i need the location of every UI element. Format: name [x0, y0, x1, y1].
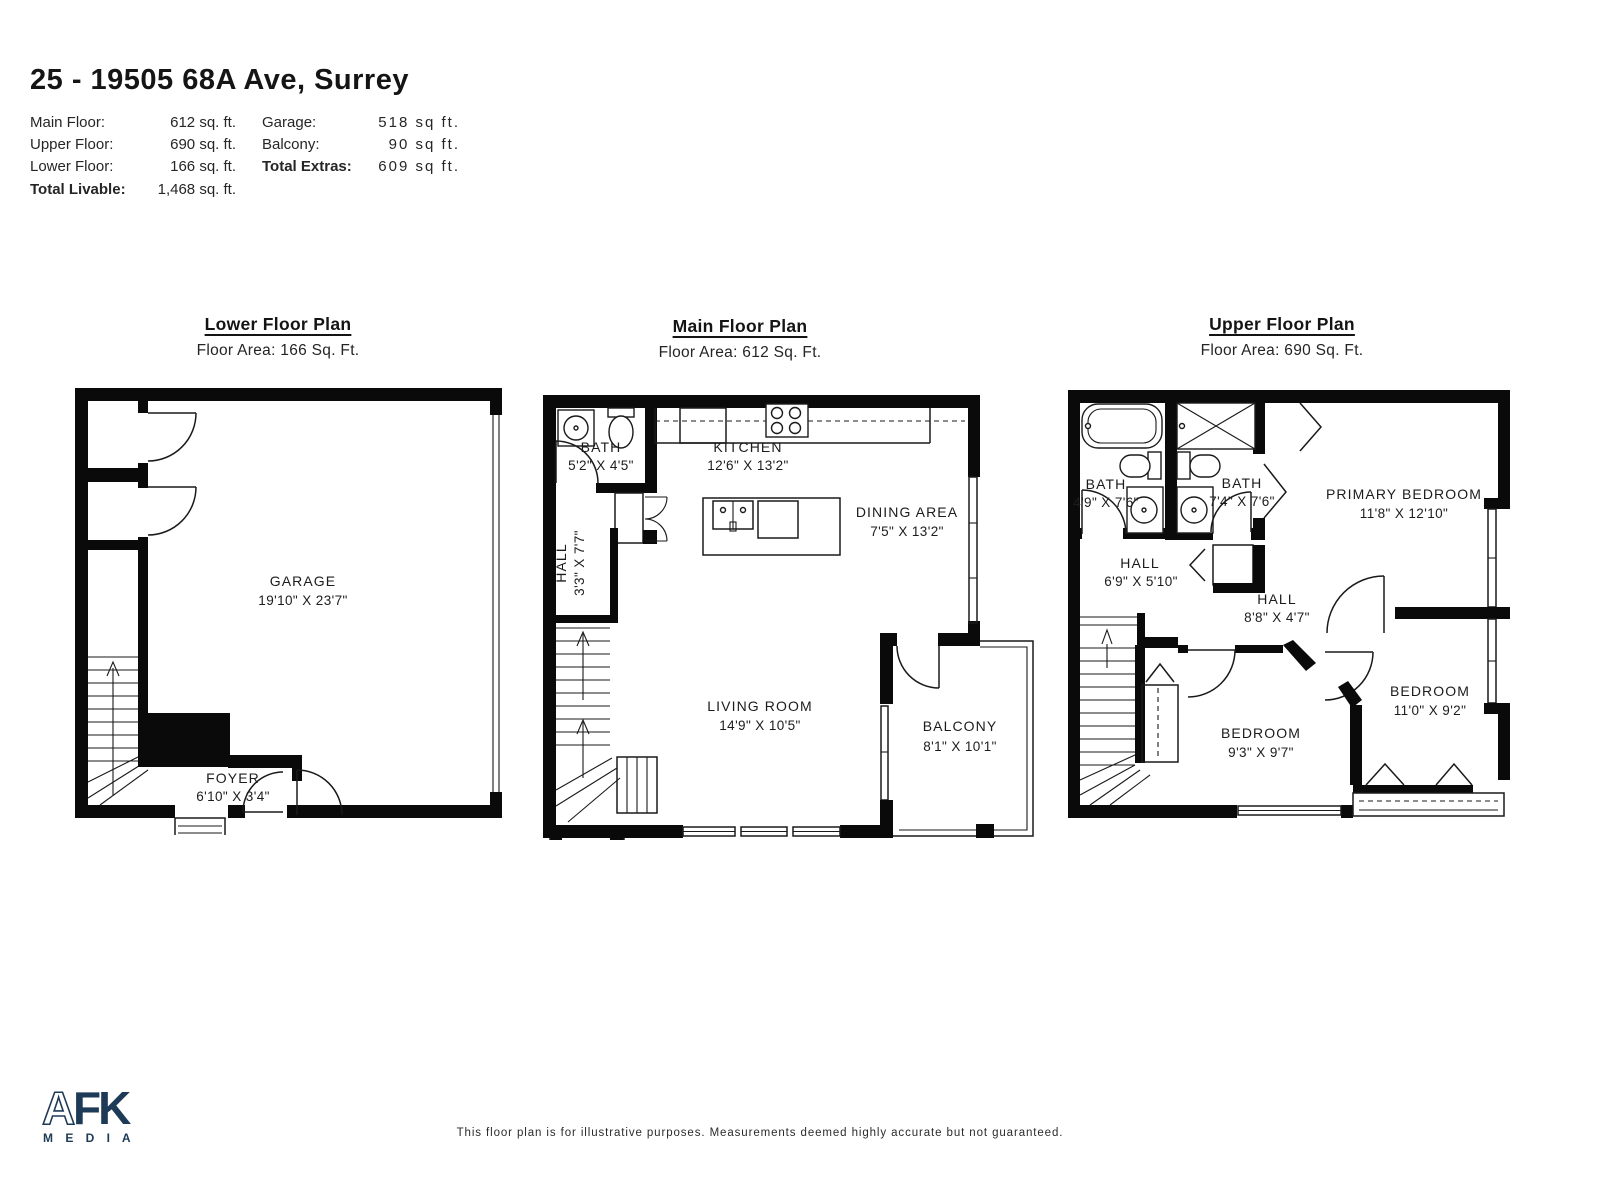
- stat-upper-floor: [30, 134, 236, 156]
- upper-floor-drawing: [1040, 375, 1510, 835]
- room-label-dining: DINING AREA: [855, 504, 959, 520]
- room-label-bedroom2: BEDROOM: [1389, 683, 1471, 699]
- stat-value: 690 sq. ft.: [170, 136, 236, 153]
- stat-label: Lower Floor:: [30, 158, 114, 175]
- room-dims-hall1: 6'9" X 5'10": [1104, 574, 1178, 589]
- afk-media-logo: [42, 1080, 162, 1155]
- disclaimer-text: This floor plan is for illustrative purposes. Measurements deemed highly accurate but not guaranteed.: [456, 1127, 1064, 1139]
- room-label-hall: HALL: [553, 543, 569, 583]
- room-label-primary-bedroom: PRIMARY BEDROOM: [1325, 486, 1483, 502]
- room-dims-bath: 5'2" X 4'5": [568, 458, 634, 473]
- stat-garage: [262, 112, 460, 134]
- main-floor-title: Main Floor Plan: [672, 316, 808, 336]
- lower-floor-title-block: [197, 314, 360, 360]
- logo-media-text: M E D I A: [43, 1131, 136, 1145]
- afk-media-logo-graphic: [42, 1080, 162, 1150]
- room-label-foyer: FOYER: [206, 770, 260, 786]
- room-dims-hall: 3'3" X 7'7": [572, 530, 587, 596]
- room-dims-hall2: 8'8" X 4'7": [1244, 610, 1310, 625]
- room-dims-balcony: 8'1" X 10'1": [923, 739, 997, 754]
- logo-letters-fk: FK: [73, 1082, 129, 1134]
- stat-label: Total Extras:: [262, 158, 352, 175]
- stat-total-livable: [30, 179, 236, 201]
- room-dims-garage: 19'10" X 23'7": [258, 593, 348, 608]
- stat-value: 518 sq ft.: [378, 114, 460, 131]
- stat-label: Garage:: [262, 114, 317, 131]
- room-dims-bath1: 4'9" X 7'6": [1073, 495, 1139, 510]
- stat-value: 612 sq. ft.: [170, 114, 236, 131]
- room-label-living: LIVING ROOM: [707, 698, 813, 714]
- upper-floor-subtitle: Floor Area: 690 Sq. Ft.: [1200, 342, 1364, 359]
- room-dims-primary-bedroom: 11'8" X 12'10": [1359, 506, 1449, 521]
- logo-letter-a: A: [42, 1082, 76, 1134]
- room-dims-living: 14'9" X 10'5": [719, 718, 801, 733]
- room-label-bath: BATH: [580, 439, 622, 455]
- stat-label: Balcony:: [262, 136, 320, 153]
- room-dims-bedroom1: 9'3" X 9'7": [1228, 745, 1294, 760]
- stat-label: Upper Floor:: [30, 136, 114, 153]
- room-label-kitchen: KITCHEN: [713, 439, 783, 455]
- lower-floor-drawing: [60, 375, 520, 835]
- stat-value: 90 sq ft.: [388, 136, 460, 153]
- stat-value: 166 sq. ft.: [170, 158, 236, 175]
- room-dims-bedroom2: 11'0" X 9'2": [1393, 703, 1467, 718]
- main-floor-title-block: [659, 316, 822, 362]
- room-dims-foyer: 6'10" X 3'4": [196, 789, 270, 804]
- room-label-garage: GARAGE: [269, 573, 337, 589]
- lower-floor-subtitle: Floor Area: 166 Sq. Ft.: [196, 342, 360, 359]
- room-dims-dining: 7'5" X 13'2": [870, 524, 944, 539]
- upper-floor-title: Upper Floor Plan: [1209, 314, 1355, 334]
- room-label-hall2: HALL: [1257, 591, 1297, 607]
- room-label-balcony: BALCONY: [922, 718, 998, 734]
- main-floor-subtitle: Floor Area: 612 Sq. Ft.: [658, 344, 822, 361]
- page-title: 25 - 19505 68A Ave, Surrey: [30, 64, 409, 96]
- stat-main-floor: [30, 112, 236, 134]
- stat-value: 1,468 sq. ft.: [157, 181, 236, 198]
- room-label-bedroom1: BEDROOM: [1220, 725, 1302, 741]
- stat-label: Main Floor:: [30, 114, 106, 131]
- room-label-bath2: BATH: [1221, 475, 1263, 491]
- lower-floor-title: Lower Floor Plan: [204, 314, 352, 334]
- stat-balcony: [262, 134, 460, 156]
- room-dims-bath2: 7'4" X 7'6": [1209, 494, 1275, 509]
- stat-label: Total Livable:: [30, 181, 126, 198]
- upper-floor-title-block: [1201, 314, 1364, 360]
- room-label-bath1: BATH: [1085, 476, 1127, 492]
- stat-total-extras: [262, 156, 460, 178]
- room-dims-kitchen: 12'6" X 13'2": [707, 458, 789, 473]
- stat-value: 609 sq ft.: [378, 158, 460, 175]
- stat-lower-floor: [30, 156, 236, 178]
- room-label-hall1: HALL: [1120, 555, 1160, 571]
- main-floor-drawing: [530, 378, 1040, 840]
